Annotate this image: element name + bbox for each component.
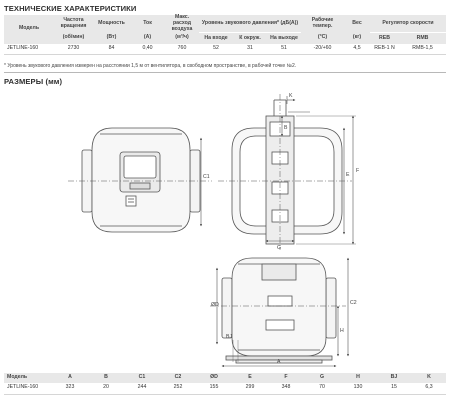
col-airflow: Макс. расход воздуха [165,15,199,33]
row-temp: -20/+60 [301,44,344,55]
dim-col: F [268,373,304,383]
row-airflow: 760 [165,44,199,55]
unit-weight: (кг) [344,33,370,44]
row-rmb: RMB-1,5 [399,44,446,55]
row-speed: 2730 [54,44,93,55]
row-current: 0,40 [130,44,165,55]
dimensions-header-row [4,373,446,383]
dim-col: Модель [4,373,52,383]
col-temp: Рабочие темпер. [301,15,344,33]
dim-col: K [412,373,446,383]
col-model: Модель [4,15,54,44]
dim-cell: 323 [52,383,88,394]
row-model: JETLINE-160 [4,44,54,55]
dimensions-table [4,373,446,395]
row-noise-out: 51 [267,44,301,55]
dimensions-title: РАЗМЕРЫ (мм) [4,77,63,86]
unit-temp: (°С) [301,33,344,44]
col-reg-reb: REB [370,33,399,44]
row-weight: 4,5 [344,44,370,55]
dim-g-label: G [277,245,282,251]
col-reg-rmb: RMB [399,33,446,44]
dim-col: C2 [160,373,196,383]
dimensions-data-row [4,383,446,394]
dim-bj-label: BJ [226,334,233,340]
dim-col: B [88,373,124,383]
dim-c1-label: C1 [203,174,210,180]
dim-col: H [340,373,376,383]
col-current: Ток [130,15,165,33]
dim-cell: 15 [376,383,412,394]
col-noise-out: На выходе [267,33,301,44]
row-noise-around: 31 [233,44,267,55]
dim-col: G [304,373,340,383]
dim-cell: 130 [340,383,376,394]
dim-cell: 6,3 [412,383,446,394]
dim-cell: 244 [124,383,160,394]
dim-col: BJ [376,373,412,383]
unit-speed: (об/мин) [54,33,93,44]
dim-cell: 70 [304,383,340,394]
col-noise-in: На входе [199,33,233,44]
dim-e-label: E [346,172,350,178]
specs-title: ТЕХНИЧЕСКИЕ ХАРАКТЕРИСТИКИ [4,4,137,13]
noise-footnote: * Уровень звукового давления измерен на расстоянии 1,5 м от вентилятора, в свободном пространстве, в рабочей точке №2. [4,63,297,69]
col-speed: Частота вращения [54,15,93,33]
col-weight: Вес [344,15,370,33]
col-noise-around: К окруж. [233,33,267,44]
dim-col: A [52,373,88,383]
col-noise: Уровень звукового давления* (дБ(А)) [199,15,301,33]
dim-d-label: ØD [211,302,219,308]
dim-cell: 299 [232,383,268,394]
side-view-drawing [82,128,200,232]
dim-cell: 20 [88,383,124,394]
dim-col: E [232,373,268,383]
row-power: 84 [93,44,130,55]
dim-k-label: K [289,93,293,99]
dim-col: ØD [196,373,232,383]
dim-f-label: F [356,168,360,174]
row-reb: REB-1 N [370,44,399,55]
dim-b-label: B [284,125,288,131]
dim-h-label: H [340,328,344,334]
end-view-drawing [232,100,342,244]
unit-current: (А) [130,33,165,44]
dim-a-label: A [277,359,281,365]
mount-view-drawing [222,258,336,363]
dim-cell: 252 [160,383,196,394]
dim-col: C1 [124,373,160,383]
col-power: Мощность [93,15,130,33]
row-noise-in: 52 [199,44,233,55]
unit-airflow: (м³/ч) [165,33,199,44]
unit-power: (Вт) [93,33,130,44]
dim-cell: JETLINE-160 [4,383,52,394]
dim-c2-label: C2 [350,300,357,306]
dim-cell: 155 [196,383,232,394]
dim-cell: 348 [268,383,304,394]
col-regulator: Регулятор скорости [370,15,446,33]
